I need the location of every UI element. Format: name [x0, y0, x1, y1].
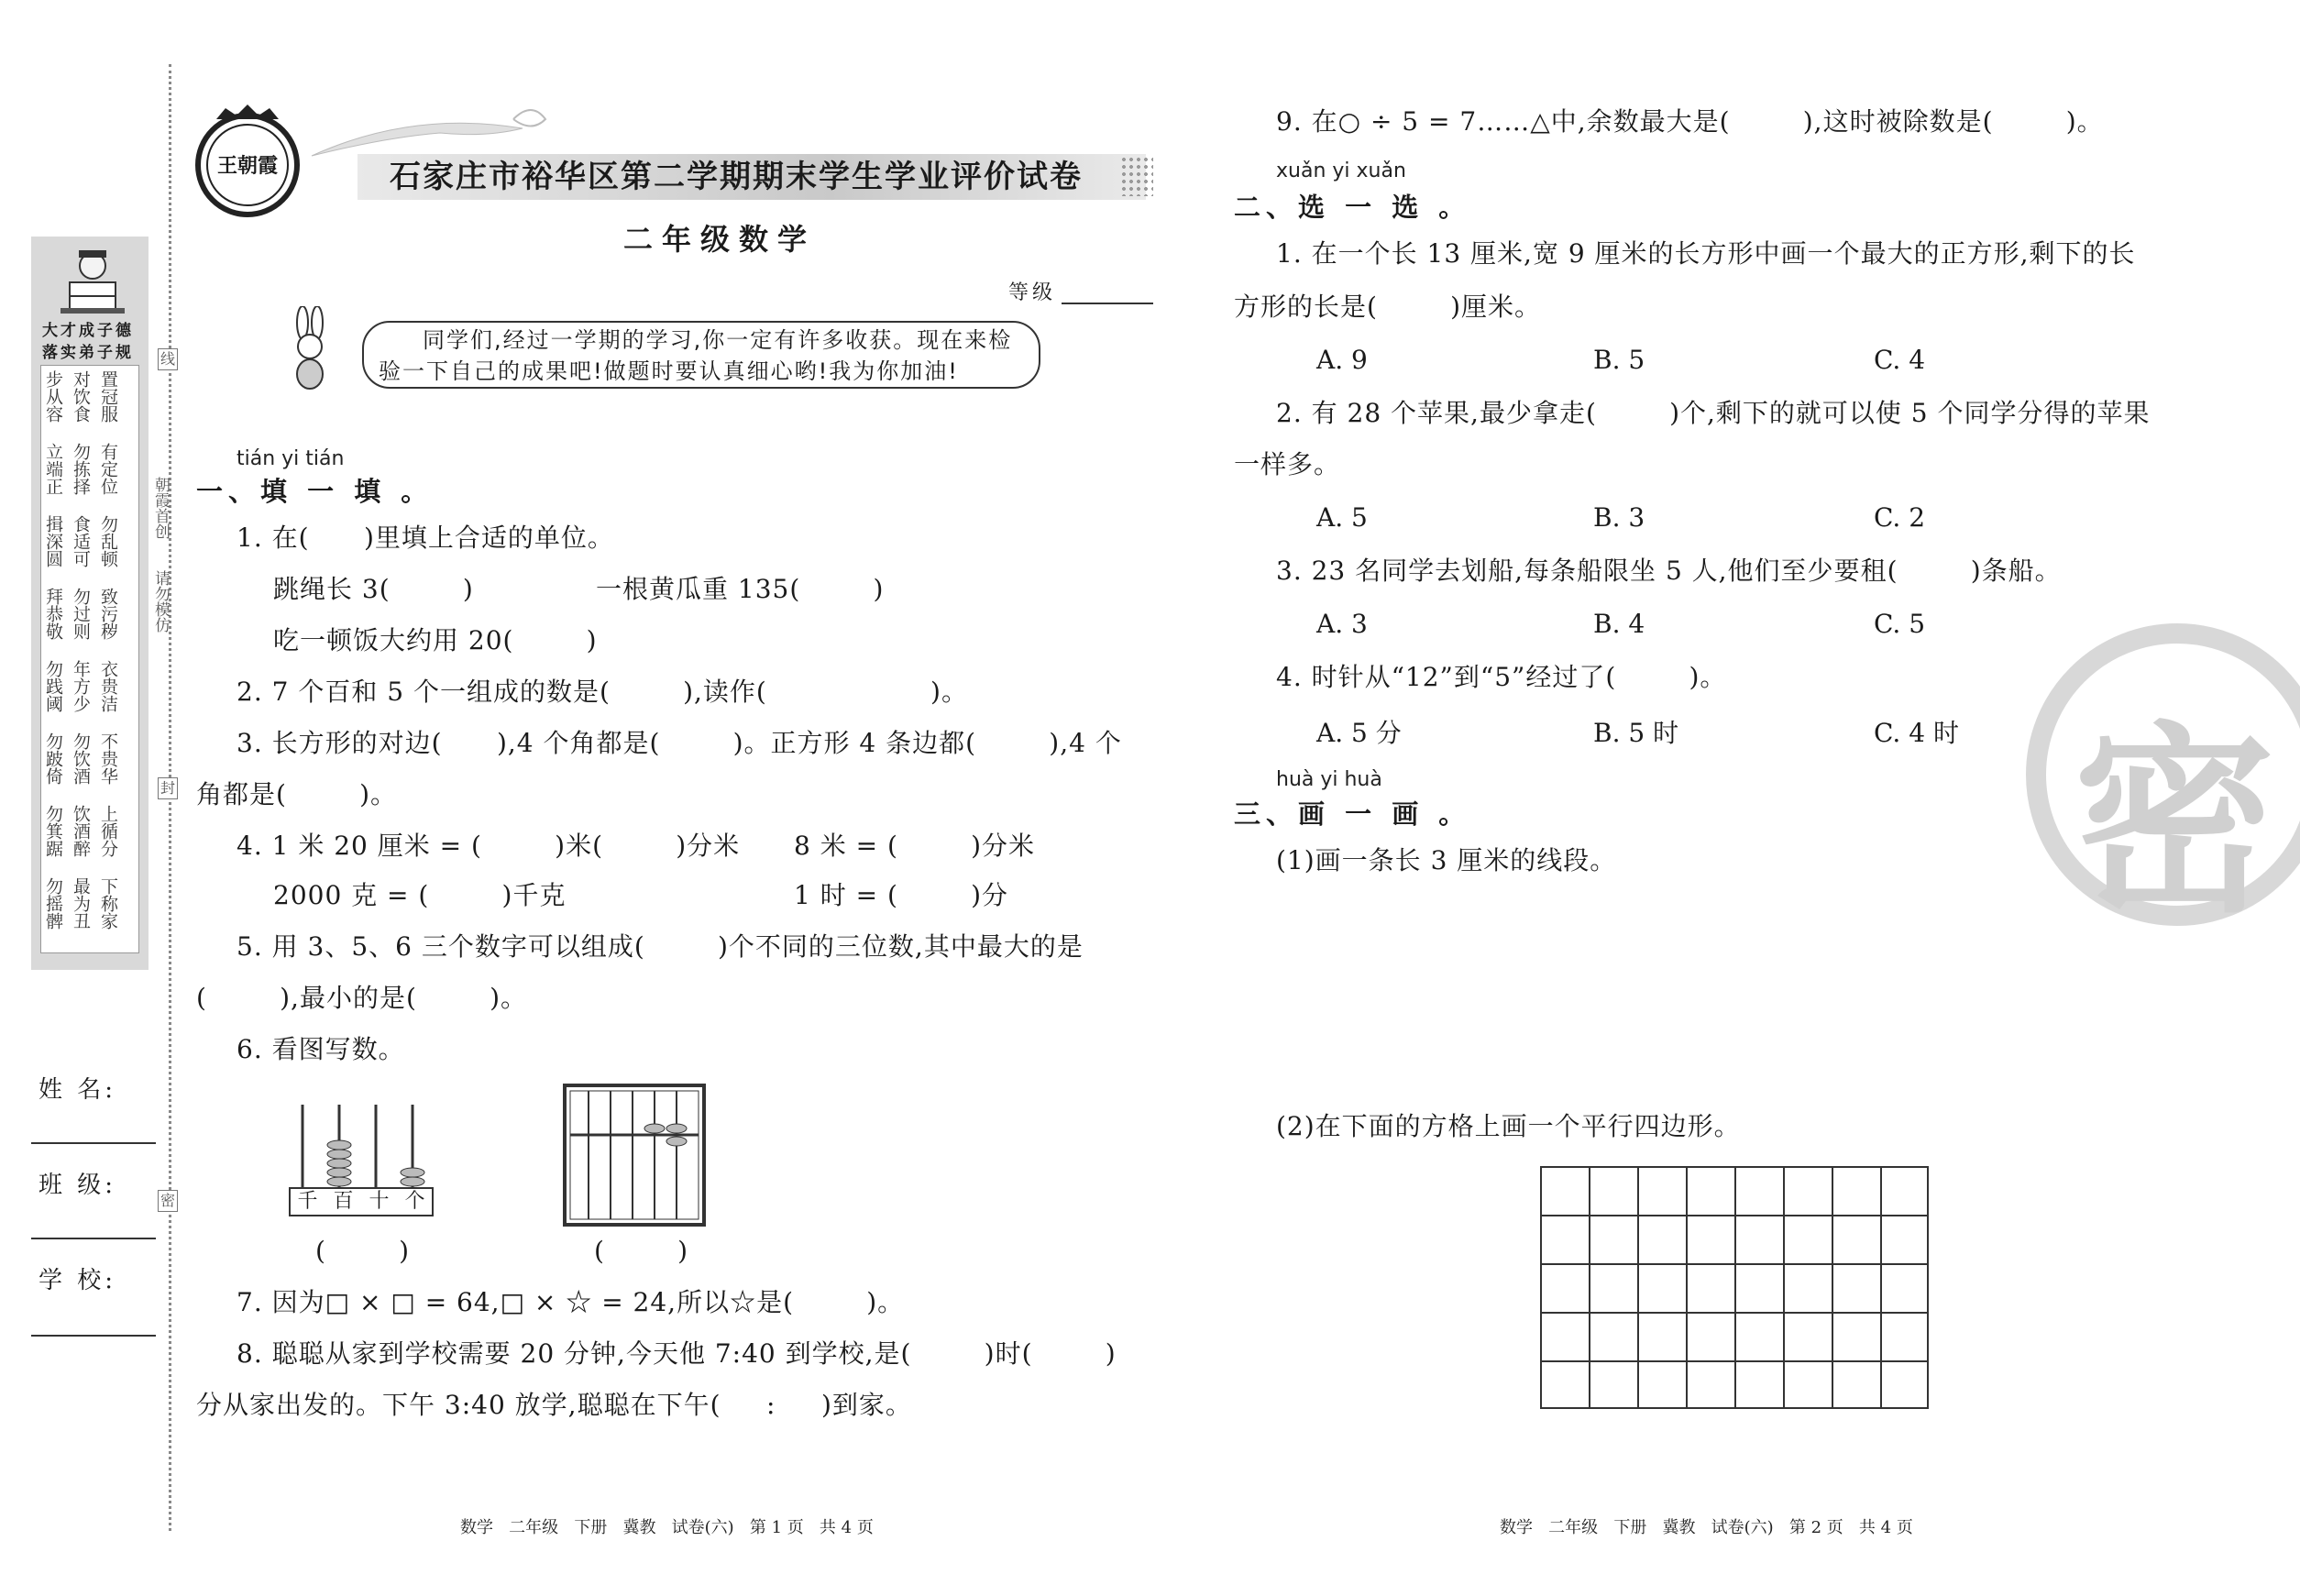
- section2-title: 二、选 一 选 。: [1234, 192, 1471, 223]
- s3-q1: (1)画一条长 3 厘米的线段。: [1276, 845, 1617, 875]
- sidebar-motto-2: 落实弟子规: [42, 344, 134, 362]
- counting-frame-figure: [284, 1100, 449, 1219]
- s1-q1: 1. 在( )里填上合适的单位。: [237, 523, 614, 553]
- school-label: 学 校:: [39, 1267, 117, 1294]
- seal-mark-seal: 封: [158, 777, 178, 799]
- rule-phrase: 勿摇髀: [43, 877, 63, 930]
- s2-q1-option-b[interactable]: B. 5: [1593, 345, 1645, 375]
- section1-title: 一、填 一 填 。: [196, 476, 434, 507]
- sidebar-motto-1: 大才成子德: [42, 322, 134, 340]
- rule-phrase: 揖深圆: [43, 515, 63, 567]
- s1-q4c: 2000 克 = ( )千克: [273, 880, 567, 910]
- rule-phrase: 衣贵洁: [98, 660, 118, 712]
- rule-phrase: 有定位: [98, 443, 118, 495]
- s1-q6-blank2: ( ): [594, 1236, 689, 1266]
- s1-q5-line2: ( ),最小的是( )。: [196, 983, 528, 1013]
- rule-phrase: 年方少: [71, 660, 91, 712]
- page-title: 石家庄市裕华区第二学期期末学生学业评价试卷: [390, 159, 1083, 195]
- footer-right: 数学 二年级 下册 冀教 试卷(六) 第 2 页 共 4 页: [1500, 1518, 1913, 1537]
- s2-q1-line2: 方形的长是( )厘米。: [1234, 292, 1542, 322]
- rule-phrase: 步从容: [43, 370, 63, 423]
- rule-phrase: 勿践阈: [43, 660, 63, 712]
- rule-phrase: 勿乱顿: [98, 515, 118, 567]
- rule-phrase: 最为丑: [71, 877, 91, 930]
- notice-bubble: [362, 321, 1040, 389]
- rule-phrase: 不贵华: [98, 732, 118, 785]
- s1-q6: 6. 看图写数。: [237, 1034, 405, 1064]
- side-note-2: 请勿模仿: [151, 570, 170, 633]
- s1-q1a: 跳绳长 3( ): [273, 574, 474, 604]
- rule-phrase: 食适可: [71, 515, 91, 567]
- name-label: 姓 名:: [39, 1076, 117, 1104]
- class-field[interactable]: [31, 1238, 156, 1239]
- rule-phrase: 勿跛倚: [43, 732, 63, 785]
- rule-phrase: 立端正: [43, 443, 63, 495]
- s1-q1c: 吃一顿饭大约用 20( ): [273, 625, 598, 655]
- place-value-label: 十: [369, 1190, 390, 1213]
- s1-q8-line1: 8. 聪聪从家到学校需要 20 分钟,今天他 7:40 到学校,是( )时( ): [237, 1338, 1117, 1369]
- s2-q4-option-c[interactable]: C. 4 时: [1874, 718, 1959, 748]
- drawing-grid[interactable]: [1540, 1166, 1929, 1409]
- s2-q2-line1: 2. 有 28 个苹果,最少拿走( )个,剩下的就可以使 5 个同学分得的苹果: [1276, 398, 2151, 428]
- abacus-figure: [563, 1084, 710, 1228]
- s3-q2: (2)在下面的方格上画一个平行四边形。: [1276, 1111, 1741, 1141]
- grade-label: 等级: [1008, 281, 1057, 304]
- rabbit-mascot: [282, 306, 337, 394]
- rule-phrase: 致污秽: [98, 588, 118, 640]
- s1-q4b: 8 米 = ( )分米: [794, 831, 1036, 861]
- rule-phrase: 置冠服: [98, 370, 118, 423]
- rule-phrase: 勿箕踞: [43, 805, 63, 857]
- name-field[interactable]: [31, 1142, 156, 1144]
- class-label: 班 级:: [39, 1172, 117, 1199]
- rule-phrase: 勿饮酒: [71, 732, 91, 785]
- page-subtitle: 二年级数学: [623, 222, 817, 257]
- notice-line-2: 验一下自己的成果吧!做题时要认真细心哟!我为你加油!: [379, 358, 959, 384]
- counting-frame-labels: [290, 1188, 433, 1216]
- rule-phrase: 勿拣择: [71, 443, 91, 495]
- rule-phrase: 对饮食: [71, 370, 91, 423]
- section3-title: 三、画 一 画 。: [1234, 798, 1471, 830]
- s2-q2-option-a[interactable]: A. 5: [1316, 502, 1368, 533]
- secret-watermark: 密: [2074, 705, 2276, 940]
- logo-text: 王朝霞: [216, 154, 278, 178]
- s1-q1b: 一根黄瓜重 135( ): [596, 574, 885, 604]
- s2-q1-option-a[interactable]: A. 9: [1316, 345, 1368, 375]
- seal-mark-line: 线: [158, 348, 178, 370]
- section2-pinyin: xuǎn yi xuǎn: [1276, 160, 1406, 182]
- line-drawing-area[interactable]: [1276, 898, 1918, 1082]
- rule-phrase: 勿过则: [71, 588, 91, 640]
- rule-phrase: 下称家: [98, 877, 118, 930]
- s2-q2-option-b[interactable]: B. 3: [1593, 502, 1645, 533]
- school-field[interactable]: [31, 1335, 156, 1337]
- s2-q2-option-c[interactable]: C. 2: [1874, 502, 1926, 533]
- s2-q3: 3. 23 名同学去划船,每条船限坐 5 人,他们至少要租( )条船。: [1276, 556, 2062, 586]
- s1-q4d: 1 时 = ( )分: [794, 880, 1009, 910]
- s2-q4-option-b[interactable]: B. 5 时: [1593, 718, 1679, 748]
- s2-q4-option-a[interactable]: A. 5 分: [1316, 718, 1402, 748]
- s1-q3-line1: 3. 长方形的对边( ),4 个角都是( )。正方形 4 条边都( ),4 个: [237, 728, 1122, 758]
- section1-pinyin: tián yi tián: [237, 447, 345, 470]
- footer-left: 数学 二年级 下册 冀教 试卷(六) 第 1 页 共 4 页: [460, 1518, 874, 1537]
- s1-q4a: 4. 1 米 20 厘米 = ( )米( )分米: [237, 831, 741, 861]
- s2-q4: 4. 时针从“12”到“5”经过了( )。: [1276, 662, 1727, 692]
- s2-q2-line2: 一样多。: [1234, 449, 1341, 479]
- s1-q7: 7. 因为□ × □ = 64,□ × ☆ = 24,所以☆是( )。: [237, 1287, 905, 1317]
- rule-phrase: 上循分: [98, 805, 118, 857]
- s2-q3-option-a[interactable]: A. 3: [1316, 609, 1368, 639]
- s2-q1-line1: 1. 在一个长 13 厘米,宽 9 厘米的长方形中画一个最大的正方形,剩下的长: [1276, 238, 2136, 269]
- section3-pinyin: huà yi huà: [1276, 768, 1382, 791]
- s2-q1-option-c[interactable]: C. 4: [1874, 345, 1926, 375]
- dot-pattern: [1120, 156, 1153, 196]
- s1-q3-line2: 角都是( )。: [196, 779, 398, 809]
- rule-phrase: 拜恭敬: [43, 588, 63, 640]
- s1-q2: 2. 7 个百和 5 个一组成的数是( ),读作( )。: [237, 677, 968, 707]
- seal-mark-secret: 密: [158, 1190, 178, 1212]
- place-value-label: 千: [297, 1190, 318, 1213]
- scholar-illustration: [51, 246, 134, 319]
- s2-q3-option-c[interactable]: C. 5: [1874, 609, 1926, 639]
- place-value-label: 百: [333, 1190, 354, 1213]
- rule-phrase: 饮酒醉: [71, 805, 91, 857]
- s2-q3-option-b[interactable]: B. 4: [1593, 609, 1645, 639]
- side-note-1: 朝霞首创: [151, 477, 170, 539]
- brand-logo: [189, 103, 306, 220]
- s1-q8-line2: 分从家出发的。下午 3:40 放学,聪聪在下午( : )到家。: [196, 1390, 912, 1420]
- s1-q9: 9. 在○ ÷ 5 = 7……△中,余数最大是( ),这时被除数是( )。: [1276, 106, 2104, 137]
- notice-line-1: 同学们,经过一学期的学习,你一定有许多收获。现在来检: [423, 327, 1013, 353]
- s1-q6-blank1: ( ): [315, 1236, 411, 1266]
- place-value-label: 个: [404, 1190, 425, 1213]
- s1-q5-line1: 5. 用 3、5、6 三个数字可以组成( )个不同的三位数,其中最大的是: [237, 931, 1084, 962]
- grade-field[interactable]: [1062, 303, 1153, 304]
